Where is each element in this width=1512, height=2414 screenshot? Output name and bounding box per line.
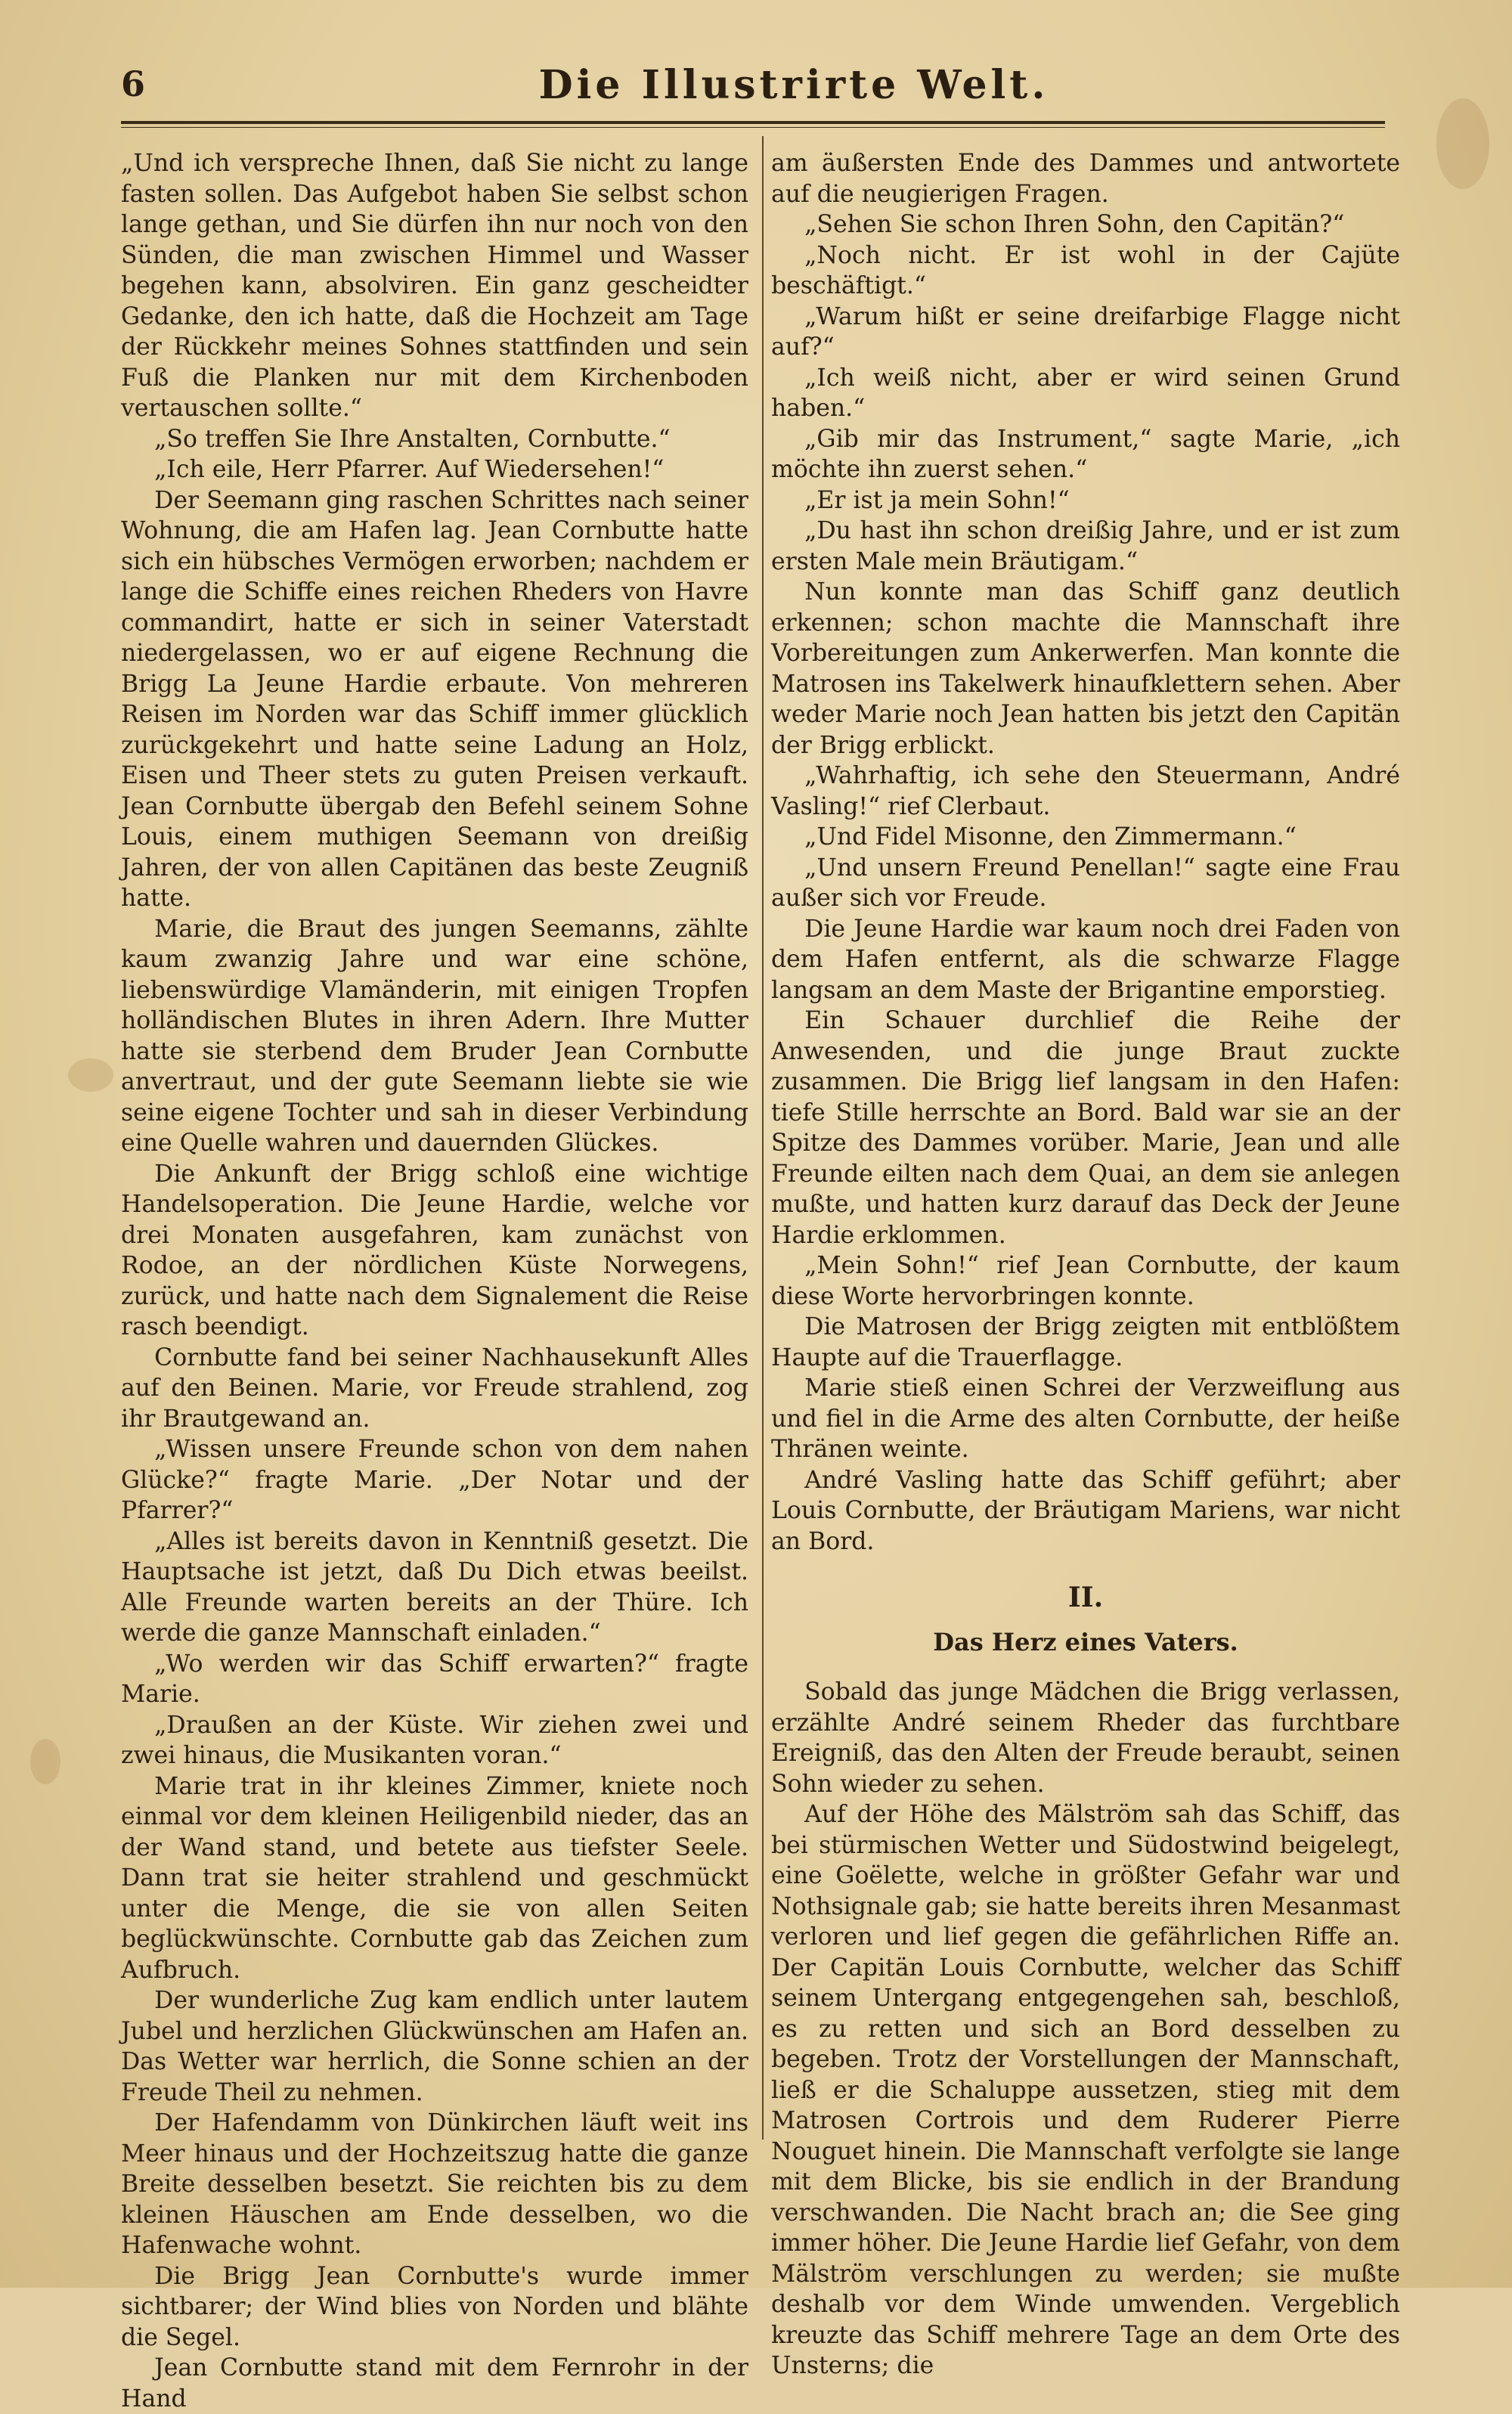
paragraph: Die Jeune Hardie war kaum noch drei Faden von dem Hafen entfernt, als die schwarze Flagge langsam an dem Maste der Brigantine emporstieg. [771, 915, 1400, 1004]
right-column [771, 148, 1400, 2381]
paragraph: Der Seemann ging raschen Schrittes nach seiner Wohnung, die am Hafen lag. Jean Cornbutte hatte sich ein hübsches Vermögen erworben; nachdem er lange die Schiffe eines reichen Rheders von Havre commandirt, hatte er sich in seiner Vaterstadt niedergelassen, wo er auf eigene Rechnung die Brigg La Jeune Hardie erbaute. Von mehreren Reisen im Norden war das Schiff immer glücklich zurückgekehrt und hatte seine Ladung an Holz, Eisen und Theer stets zu guten Preisen verkauft. Jean Cornbutte übergab den Befehl seinem Sohne Louis, einem muthigen Seemann von dreißig Jahren, der von allen Capitänen das beste Zeugniß hatte. [121, 486, 748, 912]
paragraph: Nun konnte man das Schiff ganz deutlich erkennen; schon machte die Mannschaft ihre Vorbereitungen zum Ankerwerfen. Man konnte die Matrosen ins Takelwerk hinaufklettern sehen. Aber weder Marie noch Jean hatten bis jetzt den Capitän der Brigg erblickt. [771, 578, 1400, 759]
paragraph: „Wissen unsere Freunde schon von dem nahen Glücke?“ fragte Marie. „Der Notar und der Pfarrer?“ [121, 1436, 748, 1524]
paragraph: „Und ich verspreche Ihnen, daß Sie nicht zu lange fasten sollen. Das Aufgebot haben Sie selbst schon lange gethan, und Sie dürfen ihn nur noch von den Sünden, die man zwischen Himmel und Wasser begehen kann, absolviren. Ein ganz gescheidter Gedanke, den ich hatte, daß die Hochzeit am Tage der Rückkehr meines Sohnes stattfinden und sein Fuß die Planken nur mit dem Kirchenboden vertauschen sollte.“ [121, 150, 748, 422]
page-number: 6 [121, 64, 146, 104]
paragraph: Marie stieß einen Schrei der Verzweiflung aus und fiel in die Arme des alten Cornbutte, der heiße Thränen weinte. [771, 1374, 1400, 1463]
left-column [121, 148, 748, 2414]
paragraph: Cornbutte fand bei seiner Nachhausekunft Alles auf den Beinen. Marie, vor Freude strahlend, zog ihr Brautgewand an. [121, 1343, 748, 1433]
paragraph: „Wahrhaftig, ich sehe den Steuermann, André Vasling!“ rief Clerbaut. [771, 762, 1400, 820]
paper-stain [1436, 98, 1489, 189]
paragraph: „Ich weiß nicht, aber er wird seinen Grund haben.“ [771, 364, 1400, 422]
masthead-title: Die Illustrirte Welt. [538, 62, 1049, 108]
paragraph: „Und Fidel Misonne, den Zimmermann.“ [804, 823, 1297, 851]
paragraph: „Du hast ihn schon dreißig Jahre, und er ist zum ersten Male mein Bräutigam.“ [771, 517, 1400, 575]
paper-stain [30, 1739, 60, 1784]
header-rule-thin [121, 127, 1385, 128]
paragraph: „Er ist ja mein Sohn!“ [804, 486, 1070, 514]
column-divider [762, 136, 764, 2140]
paragraph: Marie, die Braut des jungen Seemanns, zählte kaum zwanzig Jahre und war eine schöne, liebenswürdige Vlamänderin, mit einigen Tropfen holländischen Blutes in ihren Adern. Ihre Mutter hatte sie sterbend dem Bruder Jean Cornbutte anvertraut, und der gute Seemann liebte sie wie seine eigene Tochter und sah in dieser Verbindung eine Quelle wahren und dauernden Glückes. [121, 915, 748, 1157]
paragraph: Die Ankunft der Brigg schloß eine wichtige Handelsoperation. Die Jeune Hardie, welche vor drei Monaten ausgefahren, kam zunächst von Rodoe, an der nördlichen Küste Norwegens, zurück, und hatte nach dem Signalement die Reise rasch beendigt. [121, 1160, 748, 1340]
paragraph: Der Hafendamm von Dünkirchen läuft weit ins Meer hinaus und der Hochzeitszug hatte die ganze Breite desselben besetzt. Sie reichten bis zu dem kleinen Häuschen am Ende desselben, wo die Hafenwache wohnt. [121, 2109, 748, 2259]
paragraph: Sobald das junge Mädchen die Brigg verlassen, erzählte André seinem Rheder das furchtbare Ereigniß, das den Alten der Freude beraubt, seinen Sohn wieder zu sehen. [771, 1678, 1400, 1798]
paper-stain [68, 1058, 113, 1092]
paragraph: Der wunderliche Zug kam endlich unter lautem Jubel und herzlichen Glückwünschen am Hafen an. Das Wetter war herrlich, die Sonne schien an der Freude Theil zu nehmen. [121, 1987, 748, 2106]
paragraph: „Noch nicht. Er ist wohl in der Cajüte beschäftigt.“ [771, 241, 1400, 299]
paragraph: „Sehen Sie schon Ihren Sohn, den Capitän?“ [804, 211, 1345, 238]
paragraph: Die Matrosen der Brigg zeigten mit entblößtem Haupte auf die Trauerflagge. [771, 1313, 1400, 1371]
paragraph: Ein Schauer durchlief die Reihe der Anwesenden, und die junge Braut zuckte zusammen. Die Brigg lief langsam in den Hafen: tiefe Stille herrschte an Bord. Bald war sie an der Spitze des Dammes vorüber. Marie, Jean und alle Freunde eilten nach dem Quai, an dem sie anlegen mußte, und hatten kurz darauf das Deck der Jeune Hardie erklommen. [771, 1007, 1400, 1249]
paragraph: „Alles ist bereits davon in Kenntniß gesetzt. Die Hauptsache ist jetzt, daß Du Dich etwas beeilst. Alle Freunde warten bereits an der Thüre. Ich werde die ganze Mannschaft einladen.“ [121, 1527, 748, 1647]
chapter-number: II. [1067, 1582, 1104, 1613]
paragraph: Marie trat in ihr kleines Zimmer, kniete noch einmal vor dem kleinen Heiligenbild nieder, das an der Wand stand, und betete aus tiefster Seele. Dann trat sie heiter strahlend und geschmückt unter die Menge, die sie von allen Seiten beglückwünschte. Cornbutte gab das Zeichen zum Aufbruch. [121, 1772, 748, 1984]
paragraph: am äußersten Ende des Dammes und antwortete auf die neugierigen Fragen. [771, 150, 1400, 208]
paragraph: Auf der Höhe des Mälström sah das Schiff, das bei stürmischen Wetter und Südostwind beigelegt, eine Goëlette, welche in größter Gefahr war und Nothsignale gab; sie hatte bereits ihren Mesanmast verloren und lief gegen die gefährlichen Riffe an. Der Capitän Louis Cornbutte, welcher das Schiff seinem Untergang entgegengehen sah, beschloß, es zu retten und sich an Bord desselben zu begeben. Trotz der Vorstellungen der Mannschaft, ließ er die Schaluppe aussetzen, stieg mit dem Matrosen Cortrois und dem Ruderer Pierre Nouguet hinein. Die Mannschaft verfolgte sie lange mit dem Blicke, bis sie endlich in der Brandung verschwanden. Die Nacht brach an; die See ging immer höher. Die Jeune Hardie lief Gefahr, von dem Mälström verschlungen zu werden; sie mußte deshalb vor dem Winde umwenden. Vergeblich kreuzte das Schiff mehrere Tage an dem Orte des Unsterns; die [771, 1801, 1400, 2379]
paragraph: „Warum hißt er seine dreifarbige Flagge nicht auf?“ [771, 302, 1400, 361]
chapter-title: Das Herz eines Vaters. [933, 1627, 1238, 1656]
paragraph: Jean Cornbutte stand mit dem Fernrohr in der Hand [121, 2354, 748, 2412]
paragraph: André Vasling hatte das Schiff geführt; aber Louis Cornbutte, der Bräutigam Mariens, war nicht an Bord. [771, 1466, 1400, 1555]
paragraph: „Draußen an der Küste. Wir ziehen zwei und zwei hinaus, die Musikanten voran.“ [121, 1711, 748, 1769]
paragraph: „Gib mir das Instrument,“ sagte Marie, „ich möchte ihn zuerst sehen.“ [771, 425, 1400, 483]
paragraph: „Wo werden wir das Schiff erwarten?“ fragte Marie. [121, 1650, 748, 1708]
paragraph: „So treffen Sie Ihre Anstalten, Cornbutte.“ [154, 425, 671, 453]
paragraph: „Ich eile, Herr Pfarrer. Auf Wiedersehen!“ [154, 456, 665, 483]
paragraph: „Mein Sohn!“ rief Jean Cornbutte, der kaum diese Worte hervorbringen konnte. [771, 1252, 1400, 1310]
paragraph: „Und unsern Freund Penellan!“ sagte eine Frau außer sich vor Freude. [771, 854, 1400, 912]
paragraph: Die Brigg Jean Cornbutte's wurde immer sichtbarer; der Wind blies von Norden und blähte die Segel. [121, 2262, 748, 2351]
header-rule [121, 121, 1385, 124]
